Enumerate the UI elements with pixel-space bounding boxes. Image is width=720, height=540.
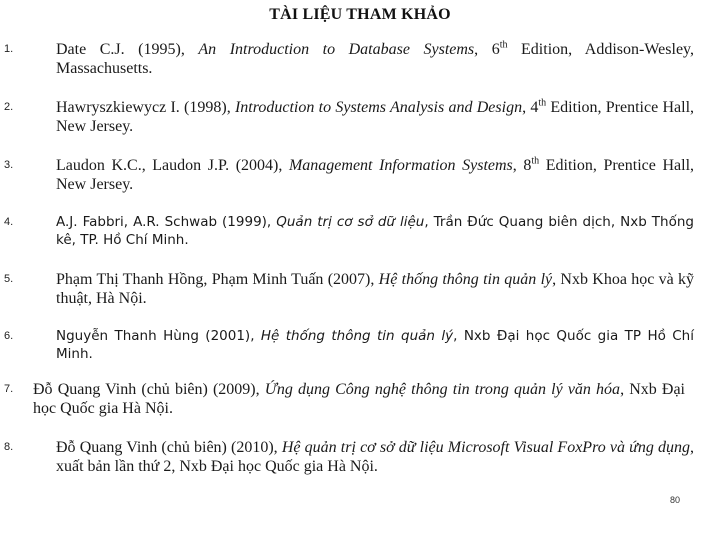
reference-edition: , 6	[474, 41, 500, 58]
reference-text	[56, 40, 694, 78]
reference-author-year: Đỗ Quang Vinh (chủ biên) (2009),	[33, 381, 265, 398]
reference-author-year: Đỗ Quang Vinh (chủ biên) (2010),	[56, 439, 282, 456]
reference-edition-sup: th	[538, 97, 547, 109]
reference-number: 1.	[4, 43, 14, 55]
reference-text	[56, 270, 694, 308]
reference-publisher: Edition, Prentice Hall, New Jersey.	[56, 157, 695, 193]
reference-number: 5.	[4, 273, 14, 285]
reference-publisher: , Nxb Đại học Quốc gia TP Hồ Chí Minh.	[56, 328, 694, 362]
reference-edition: , 8	[512, 157, 532, 174]
reference-author-year: A.J. Fabbri, A.R. Schwab (1999),	[56, 214, 277, 230]
reference-book-title: Hệ quản trị cơ sở dữ liệu Microsoft Visual FoxPro và ứng dụng	[281, 439, 691, 456]
page-number: 80	[669, 495, 680, 505]
reference-text	[56, 98, 694, 136]
reference-author-year: Laudon K.C., Laudon J.P. (2004),	[56, 157, 289, 174]
reference-book-title: Hệ thống thông tin quản lý	[260, 328, 454, 344]
reference-publisher: , Nxb Khoa học và kỹ thuật, Hà Nội.	[56, 271, 695, 307]
reference-text	[33, 380, 685, 418]
reference-text	[56, 438, 694, 476]
reference-author-year: Hawryszkiewycz I. (1998),	[56, 99, 235, 116]
reference-publisher: , xuất bản lần thứ 2, Nxb Đại học Quốc gia Hà Nội.	[56, 439, 695, 475]
reference-book-title: Management Information Systems	[288, 157, 513, 174]
reference-text	[56, 156, 694, 194]
reference-publisher: Edition, Prentice Hall, New Jersey.	[56, 99, 695, 135]
reference-book-title: Quản trị cơ sở dữ liệu	[276, 214, 425, 230]
reference-number: 6.	[4, 330, 14, 342]
reference-edition-sup: th	[531, 155, 540, 167]
reference-publisher: Edition, Addison-Wesley, Massachusetts.	[56, 41, 695, 77]
reference-publisher: , Trần Đức Quang biên dịch, Nxb Thống kê, TP. Hồ Chí Minh.	[56, 214, 694, 248]
reference-text	[56, 327, 694, 363]
reference-number: 7.	[4, 383, 14, 395]
reference-number: 2.	[4, 101, 14, 113]
reference-number: 8.	[4, 441, 14, 453]
reference-number: 3.	[4, 159, 14, 171]
reference-author-year: Nguyễn Thanh Hùng (2001),	[56, 328, 261, 344]
page-title: TÀI LIỆU THAM KHẢO	[269, 6, 451, 23]
reference-text	[56, 213, 694, 249]
reference-book-title: An Introduction to Database Systems	[198, 41, 475, 58]
reference-author-year: Phạm Thị Thanh Hồng, Phạm Minh Tuấn (2007),	[56, 271, 379, 288]
reference-edition-sup: th	[499, 39, 508, 51]
reference-publisher: , Nxb Đại học Quốc gia Hà Nội.	[33, 381, 685, 417]
reference-number: 4.	[4, 216, 14, 228]
reference-edition: , 4	[522, 99, 539, 116]
reference-book-title: Introduction to Systems Analysis and Design	[234, 99, 523, 116]
reference-author-year: Date C.J. (1995),	[56, 41, 199, 58]
reference-book-title: Hệ thống thông tin quản lý	[378, 271, 553, 288]
reference-book-title: Ứng dụng Công nghệ thông tin trong quản lý văn hóa	[264, 381, 621, 398]
